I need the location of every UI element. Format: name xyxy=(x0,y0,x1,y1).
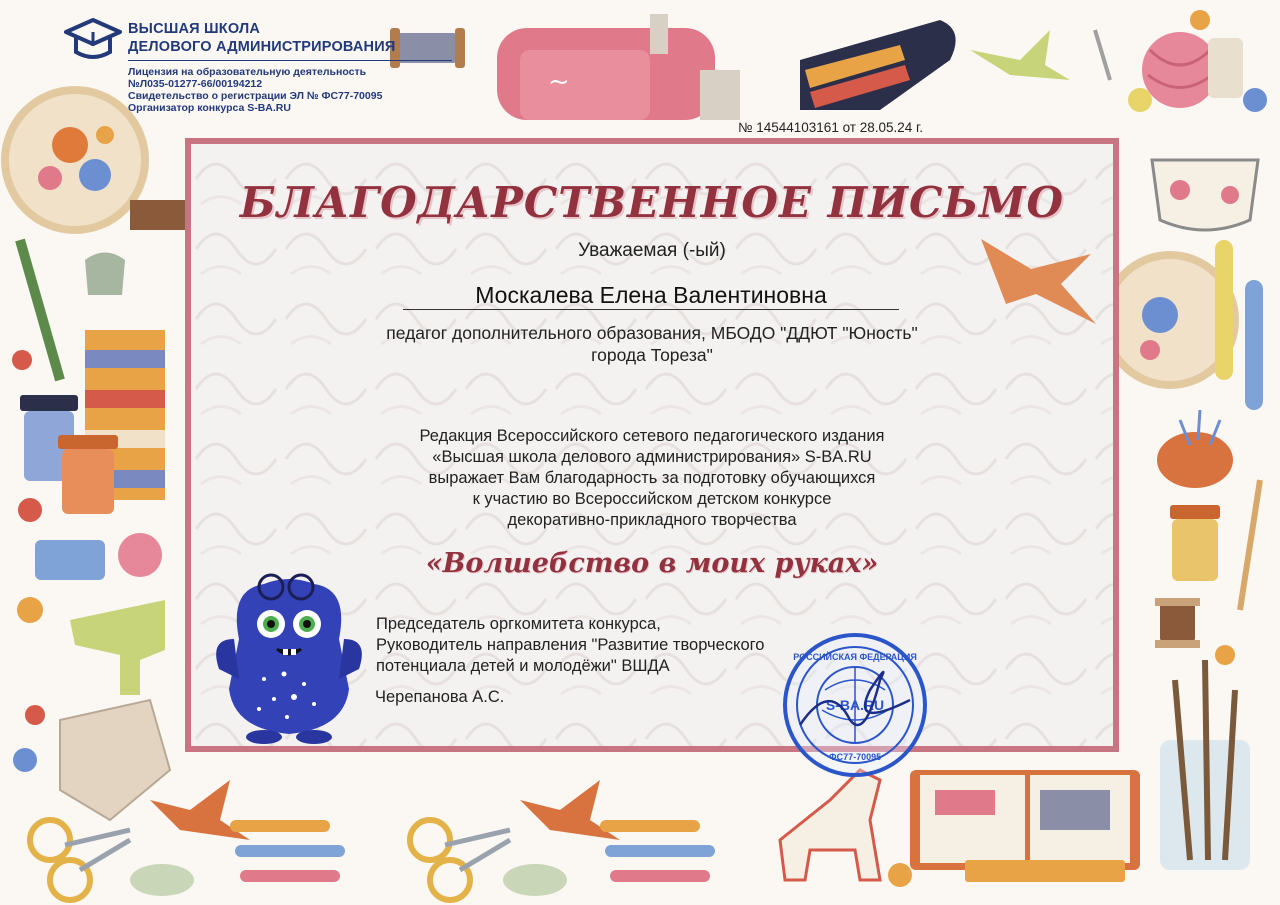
official-stamp xyxy=(770,630,940,780)
school-name-line2: ДЕЛОВОГО АДМИНИСТРИРОВАНИЯ xyxy=(128,39,396,55)
chair-title xyxy=(376,614,764,677)
position-line: педагог дополнительного образования, МБОДО "ДДЮТ "Юность" xyxy=(386,323,918,343)
editorial-line: выражает Вам благодарность за подготовку обучающихся xyxy=(428,469,876,487)
thread-skeins-icon xyxy=(230,820,715,882)
thread-spool-icon-right xyxy=(1155,598,1200,648)
signer-name: Черепанова А.С. xyxy=(375,688,505,706)
stamp-number-text: ФС77-70095 xyxy=(828,752,882,762)
editorial-line: Редакция Всероссийского сетевого педагогического издания xyxy=(419,427,885,445)
chair-line: Руководитель направления "Развитие творческого xyxy=(376,636,765,654)
position-line: города Тореза" xyxy=(591,345,713,365)
pin-cushion-icon xyxy=(1157,410,1233,488)
editorial-line: декоративно-прикладного творчества xyxy=(507,511,797,529)
svg-text:~: ~ xyxy=(548,67,570,97)
recipient-name: Москалева Елена Валентиновна xyxy=(403,282,899,310)
stamp-ring-text: РОССИЙСКАЯ ФЕДЕРАЦИЯ xyxy=(793,652,917,662)
chair-line: потенциала детей и молодёжи" ВШДА xyxy=(376,657,670,675)
glue-gun-icon xyxy=(70,600,165,695)
editorial-line: к участию во Всероссийском детском конкурсе xyxy=(472,490,832,508)
paint-jar-icon-right xyxy=(1170,505,1220,581)
school-name-line1: ВЫСШАЯ ШКОЛА xyxy=(128,21,261,37)
letter-title: БЛАГОДАРСТВЕННОЕ ПИСЬМО xyxy=(239,178,1065,227)
graduation-cap-icon xyxy=(64,16,122,64)
origami-crane-icon xyxy=(970,30,1070,80)
license-text: Лицензия на образовательную деятельность xyxy=(128,66,367,78)
sewing-machine-icon xyxy=(497,14,740,120)
organizer-text: Организатор конкурса S-BA.RU xyxy=(128,102,291,114)
thimble-icon xyxy=(85,253,125,296)
blue-monster-mascot xyxy=(209,569,369,744)
stamp-center-text: S-BA.RU xyxy=(825,697,885,713)
letter-frame xyxy=(185,138,1119,752)
embroidery-hoop-icon xyxy=(5,90,145,230)
teacup-icon xyxy=(1152,160,1258,230)
header-divider xyxy=(128,60,452,61)
document-number: № 14544103161 от 28.05.24 г. xyxy=(738,120,924,135)
contest-name: «Волшебство в моих руках» xyxy=(425,548,879,579)
glue-bottle-icon xyxy=(35,540,105,580)
chair-line: Председатель оргкомитета конкурса, xyxy=(376,615,661,633)
paintbrush-icon xyxy=(1160,660,1250,870)
yarn-ball-icon xyxy=(1142,32,1243,108)
license-number: №Л035-01277-66/00194212 xyxy=(128,78,263,90)
clay-horse-icon xyxy=(780,770,880,880)
editorial-text xyxy=(191,426,1113,531)
greeting: Уважаемая (-ый) xyxy=(578,240,726,261)
book-icon xyxy=(910,770,1140,882)
candle-icon xyxy=(130,864,567,896)
recipient-position xyxy=(191,322,1113,366)
registration-text: Свидетельство о регистрации ЭЛ № ФС77-70095 xyxy=(128,90,383,102)
editorial-line: «Высшая школа делового администрирования» S-BA.RU xyxy=(432,448,872,466)
thread-spool-icon xyxy=(390,28,465,68)
